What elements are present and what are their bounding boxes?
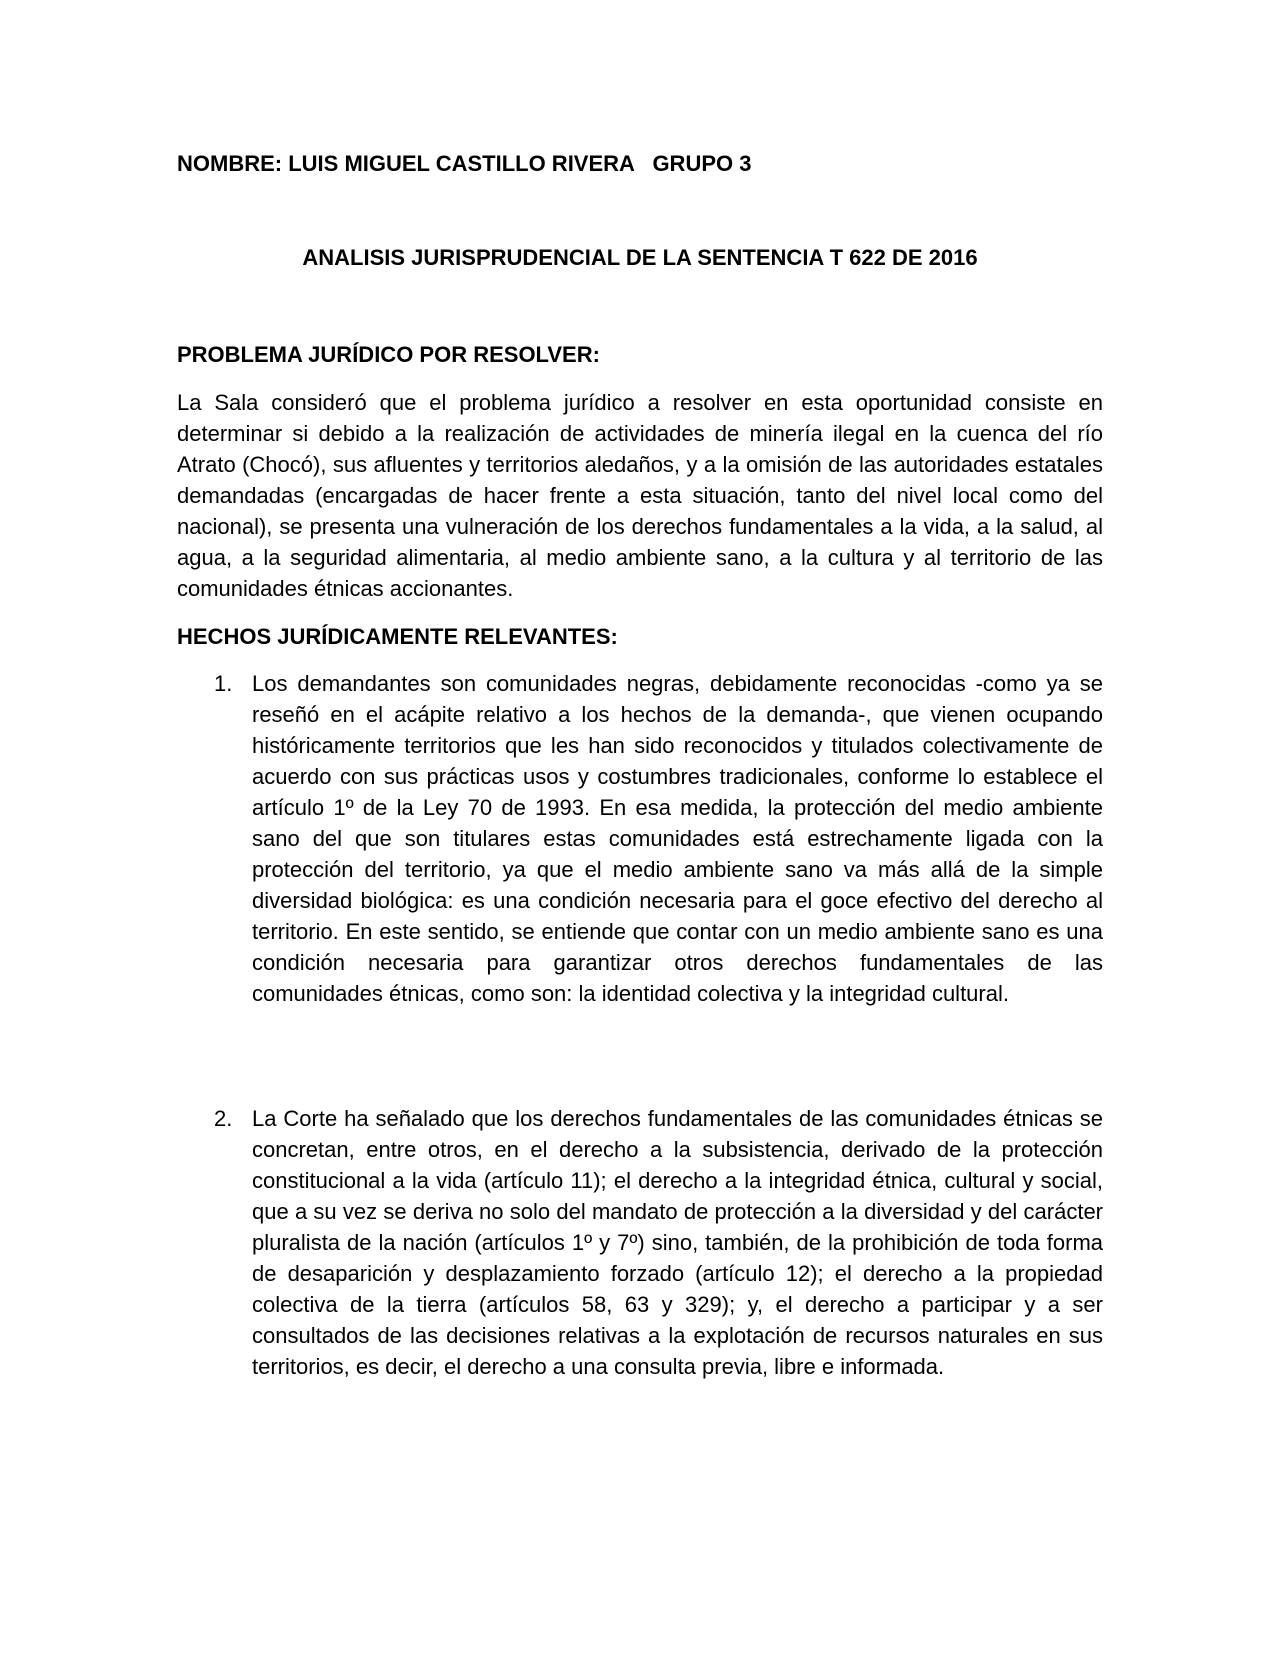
section-heading-problema: PROBLEMA JURÍDICO POR RESOLVER: xyxy=(177,342,600,367)
problema-paragraph: La Sala consideró que el problema jurídico a resolver en esta oportunidad consiste en determinar si debido a la realización de actividades de minería ilegal en la cuenca del río Atrato (Chocó), sus afluentes y territorios aledaños, y a la omisión de las autoridades estatales demandadas (encargadas de hacer frente a esta situación, tanto del nivel local como del nacional), se presenta una vulneración de los derechos fundamentales a la vida, a la salud, al agua, a la seguridad alimentaria, al medio ambiente sano, a la cultura y al territorio de las comunidades étnicas accionantes. xyxy=(177,390,1103,601)
list-item-text: La Corte ha señalado que los derechos fundamentales de las comunidades étnicas se concretan, entre otros, en el derecho a la subsistencia, derivado de la protección constitucional a la vida (artículo 11); el derecho a la integridad étnica, cultural y social, que a su vez se deriva no solo del mandato de protección a la diversidad y del carácter pluralista de la nación (artículos 1º y 7º) sino, también, de la prohibición de toda forma de desaparición y desplazamiento forzado (artículo 12); el derecho a la propiedad colectiva de la tierra (artículos 58, 63 y 329); y, el derecho a participar y a ser consultados de las decisiones relativas a la explotación de recursos naturales en sus territorios, es decir, el derecho a una consulta previa, libre e informada. xyxy=(252,1106,1103,1379)
student-name-line: NOMBRE: LUIS MIGUEL CASTILLO RIVERA GRUPO 3 xyxy=(177,151,752,176)
list-item-number: 1. xyxy=(214,671,233,696)
document-title: ANALISIS JURISPRUDENCIAL DE LA SENTENCIA T 622 DE 2016 xyxy=(302,245,978,270)
list-item-number: 2. xyxy=(214,1106,233,1131)
section-heading-hechos: HECHOS JURÍDICAMENTE RELEVANTES: xyxy=(177,624,618,649)
list-item-text: Los demandantes son comunidades negras, debidamente reconocidas -como ya se reseñó en el acápite relativo a los hechos de la demanda-, que vienen ocupando históricamente territorios que les han sido reconocidos y titulados colectivamente de acuerdo con sus prácticas usos y costumbres tradicionales, conforme lo establece el artículo 1º de la Ley 70 de 1993. En esa medida, la protección del medio ambiente sano del que son titulares estas comunidades está estrechamente ligada con la protección del territorio, ya que el medio ambiente sano va más allá de la simple diversidad biológica: es una condición necesaria para el goce efectivo del derecho al territorio. En este sentido, se entiende que contar con un medio ambiente sano es una condición necesaria para garantizar otros derechos fundamentales de las comunidades étnicas, como son: la identidad colectiva y la integridad cultural. xyxy=(252,671,1103,1006)
